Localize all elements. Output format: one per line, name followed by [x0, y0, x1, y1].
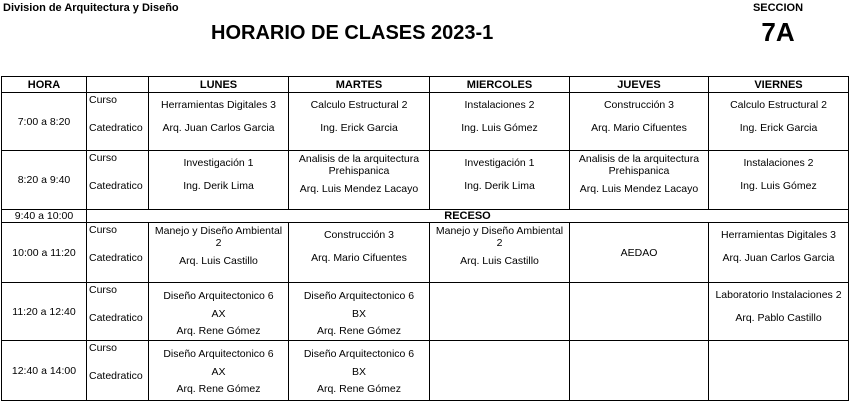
teacher-name: Arq. Rene Gómez [176, 325, 261, 337]
class-cell [289, 223, 430, 283]
course-name: Manejo y Diseño Ambiental [154, 225, 283, 237]
course-name: Calculo Estructural 2 [310, 99, 408, 111]
col-jueves: JUEVES [570, 77, 709, 93]
table-row [2, 151, 849, 210]
col-viernes: VIERNES [709, 77, 849, 93]
course-name: Prehispanica [328, 165, 390, 177]
table-row [2, 93, 849, 151]
class-cell [289, 151, 430, 210]
teacher-name: Ing. Derik Lima [464, 180, 535, 192]
col-lunes: LUNES [149, 77, 289, 93]
course-block [709, 229, 848, 241]
class-cell [709, 283, 849, 341]
course-block [709, 157, 848, 169]
teacher-label: Catedratico [89, 370, 143, 382]
course-name: 2 [215, 237, 222, 249]
class-cell [570, 93, 709, 151]
course-label: Curso [89, 94, 118, 106]
class-cell [149, 223, 289, 283]
section-value: 7A [761, 17, 795, 47]
table-row [2, 341, 849, 401]
teacher-label: Catedratico [89, 252, 143, 264]
time-slot: 10:00 a 11:20 [2, 223, 87, 283]
course-block [709, 289, 848, 301]
class-cell [709, 341, 849, 401]
course-name: Instalaciones 2 [743, 157, 814, 169]
class-cell [709, 223, 849, 283]
course-name: Diseño Arquitectonico 6 [303, 290, 415, 302]
class-cell [570, 151, 709, 210]
class-cell [430, 341, 570, 401]
col-label-spacer [87, 77, 149, 93]
schedule-title: HORARIO DE CLASES 2023-1 [211, 22, 494, 44]
course-block [430, 99, 569, 111]
teacher-label: Catedratico [89, 122, 143, 134]
teacher-name: Arq. Rene Gómez [316, 383, 402, 395]
class-cell [149, 283, 289, 341]
class-cell [149, 93, 289, 151]
course-block [149, 157, 288, 169]
class-cell [430, 223, 570, 283]
teacher-name: Arq. Luis Mendez Lacayo [299, 183, 419, 195]
schedule-table [1, 76, 849, 401]
teacher-name: Ing. Luis Gómez [461, 122, 538, 134]
teacher-name: Ing. Erick Garcia [320, 122, 398, 134]
group-code: AX [211, 366, 226, 378]
course-block [430, 225, 569, 249]
course-label: Curso [89, 152, 118, 164]
time-slot: 8:20 a 9:40 [2, 151, 87, 210]
class-cell [570, 223, 709, 283]
course-name: Diseño Arquitectonico 6 [163, 348, 274, 360]
course-block [289, 153, 429, 177]
class-cell [149, 151, 289, 210]
course-block [289, 99, 429, 111]
teacher-name: Arq. Mario Cifuentes [311, 252, 407, 264]
course-label: Curso [89, 284, 118, 296]
teacher-name: Arq. Luis Mendez Lacayo [579, 183, 699, 195]
row-labels [87, 223, 149, 283]
department-name: Division de Arquitectura y Diseño [3, 2, 179, 14]
time-slot: 12:40 a 14:00 [2, 341, 87, 401]
col-martes: MARTES [289, 77, 430, 93]
course-block [709, 99, 848, 111]
course-name: Analisis de la arquitectura [578, 153, 700, 165]
row-labels [87, 341, 149, 401]
class-cell [430, 151, 570, 210]
course-block [289, 287, 429, 323]
class-cell [709, 93, 849, 151]
col-hora: HORA [2, 77, 87, 93]
course-block [149, 287, 288, 323]
course-name: Manejo y Diseño Ambiental [435, 225, 564, 237]
class-cell [430, 93, 570, 151]
class-cell [289, 93, 430, 151]
class-cell [570, 283, 709, 341]
section-label: SECCION [752, 2, 804, 14]
course-name: Instalaciones 2 [464, 99, 535, 111]
class-cell [289, 341, 430, 401]
table-row [2, 210, 849, 223]
course-block [570, 153, 708, 177]
course-block [149, 225, 288, 249]
course-block [149, 345, 288, 381]
group-code: AX [211, 308, 226, 320]
table-row [2, 283, 849, 341]
course-block [149, 99, 288, 111]
course-block [289, 345, 429, 381]
teacher-label: Catedratico [89, 312, 143, 324]
break-label: RECESO [87, 210, 849, 223]
teacher-name: Arq. Rene Gómez [176, 383, 261, 395]
time-slot: 7:00 a 8:20 [2, 93, 87, 151]
course-name: Investigación 1 [183, 157, 254, 169]
course-name: Herramientas Digitales 3 [721, 229, 836, 241]
teacher-name: Arq. Juan Carlos Garcia [722, 252, 835, 264]
course-name: Investigación 1 [464, 157, 535, 169]
course-name: Laboratorio Instalaciones 2 [715, 289, 842, 301]
row-labels [87, 283, 149, 341]
course-label: Curso [89, 342, 118, 354]
course-block [289, 229, 429, 241]
group-code: BX [351, 366, 366, 378]
teacher-name: Arq. Luis Castillo [179, 255, 258, 267]
course-name: AEDAO [620, 247, 658, 259]
row-labels [87, 93, 149, 151]
class-cell [430, 283, 570, 341]
course-name: Diseño Arquitectonico 6 [163, 290, 274, 302]
course-name: Herramientas Digitales 3 [161, 99, 276, 111]
teacher-name: Arq. Luis Castillo [460, 255, 539, 267]
class-cell [709, 151, 849, 210]
class-cell [289, 283, 430, 341]
teacher-name: Ing. Erick Garcia [739, 122, 818, 134]
class-cell [149, 341, 289, 401]
teacher-name: Arq. Mario Cifuentes [591, 122, 687, 134]
group-code: BX [351, 308, 366, 320]
table-row [2, 223, 849, 283]
teacher-name: Arq. Rene Gómez [316, 325, 402, 337]
header-row [2, 77, 849, 93]
time-slot: 11:20 a 12:40 [2, 283, 87, 341]
teacher-name: Ing. Luis Gómez [740, 180, 817, 192]
teacher-name: Ing. Derik Lima [183, 180, 254, 192]
row-labels [87, 151, 149, 210]
class-cell [570, 341, 709, 401]
time-slot: 9:40 a 10:00 [2, 210, 87, 223]
course-name: Prehispanica [608, 165, 670, 177]
course-block [570, 99, 708, 111]
course-name: Construcción 3 [603, 99, 675, 111]
course-label: Curso [89, 224, 118, 236]
teacher-name: Arq. Pablo Castillo [735, 312, 822, 324]
teacher-name: Arq. Juan Carlos Garcia [162, 122, 275, 134]
course-name: 2 [496, 237, 503, 249]
course-name: Calculo Estructural 2 [730, 99, 827, 111]
course-block [430, 157, 569, 169]
teacher-label: Catedratico [89, 180, 143, 192]
course-name: Analisis de la arquitectura [298, 153, 420, 165]
course-name: Diseño Arquitectonico 6 [303, 348, 415, 360]
course-name: Construcción 3 [323, 229, 395, 241]
col-miercoles: MIERCOLES [430, 77, 570, 93]
